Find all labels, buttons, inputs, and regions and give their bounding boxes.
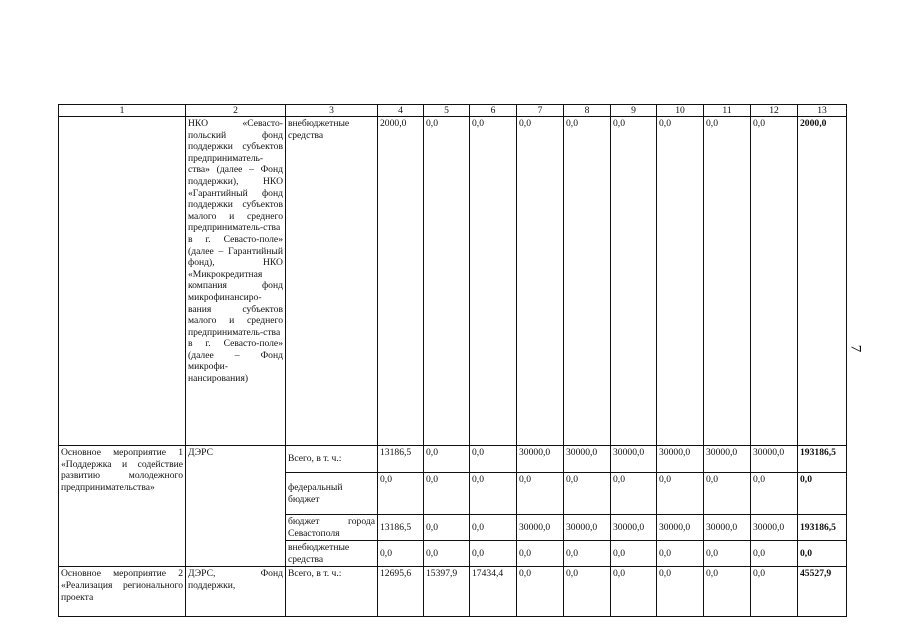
header-cell: 3 [286, 105, 378, 117]
source-cell: федеральный бюджет [286, 473, 378, 515]
value-cell: 13186,5 [378, 446, 424, 473]
measure-cell [59, 117, 186, 446]
value-cell: 13186,5 [378, 515, 424, 541]
header-cell: 10 [657, 105, 704, 117]
value-cell: 0,0 [470, 515, 517, 541]
value-cell: 30000,0 [611, 515, 657, 541]
value-cell: 0,0 [564, 567, 611, 617]
total-cell: 193186,5 [798, 446, 847, 473]
header-cell: 8 [564, 105, 611, 117]
value-cell: 0,0 [657, 117, 704, 446]
header-row [59, 105, 847, 117]
value-cell: 0,0 [751, 117, 798, 446]
source-cell: внебюджетные средства [286, 117, 378, 446]
value-cell: 30000,0 [564, 515, 611, 541]
value-cell: 0,0 [517, 473, 564, 515]
header-cell: 1 [59, 105, 186, 117]
value-cell: 0,0 [657, 541, 704, 567]
source-cell: бюджет города Севастополя [286, 515, 378, 541]
value-cell: 0,0 [424, 117, 470, 446]
header-cell: 11 [704, 105, 751, 117]
value-cell: 0,0 [517, 567, 564, 617]
value-cell: 30000,0 [657, 446, 704, 473]
value-cell: 30000,0 [751, 515, 798, 541]
measure-name-cell: Основное мероприятие 1 «Поддержка и содействие развитию молодежного предпринимательства» [59, 446, 186, 567]
value-cell: 0,0 [611, 117, 657, 446]
value-cell: 2000,0 [378, 117, 424, 446]
total-cell: 0,0 [798, 473, 847, 515]
header-cell: 9 [611, 105, 657, 117]
value-cell: 0,0 [470, 541, 517, 567]
value-cell: 0,0 [424, 541, 470, 567]
value-cell: 0,0 [564, 117, 611, 446]
value-cell: 0,0 [657, 567, 704, 617]
header-cell: 4 [378, 105, 424, 117]
value-cell: 0,0 [611, 473, 657, 515]
value-cell: 0,0 [751, 473, 798, 515]
table-row [59, 567, 847, 617]
value-cell: 30000,0 [564, 446, 611, 473]
table-row [59, 446, 847, 473]
value-cell: 0,0 [751, 541, 798, 567]
header-cell: 5 [424, 105, 470, 117]
header-cell: 2 [186, 105, 286, 117]
total-cell: 193186,5 [798, 515, 847, 541]
value-cell: 0,0 [470, 473, 517, 515]
source-cell: внебюджетные средства [286, 541, 378, 567]
value-cell: 0,0 [564, 541, 611, 567]
value-cell: 0,0 [611, 541, 657, 567]
value-cell: 30000,0 [611, 446, 657, 473]
value-cell: 0,0 [564, 473, 611, 515]
value-cell: 0,0 [657, 473, 704, 515]
value-cell: 12695,6 [378, 567, 424, 617]
value-cell: 30000,0 [657, 515, 704, 541]
value-cell: 0,0 [424, 446, 470, 473]
total-cell: 45527,9 [798, 567, 847, 617]
value-cell: 0,0 [704, 117, 751, 446]
value-cell: 0,0 [704, 567, 751, 617]
value-cell: 0,0 [470, 117, 517, 446]
value-cell: 0,0 [517, 117, 564, 446]
value-cell: 30000,0 [751, 446, 798, 473]
measure-name-cell: Основное мероприятие 2 «Реализация регионального проекта [59, 567, 186, 617]
value-cell: 0,0 [611, 567, 657, 617]
value-cell: 30000,0 [517, 446, 564, 473]
header-cell: 13 [798, 105, 847, 117]
value-cell: 0,0 [424, 473, 470, 515]
value-cell: 0,0 [704, 473, 751, 515]
executor-cell: НКО «Севасто-польский фонд поддержки субъектов предприниматель-ства» (далее – Фонд поддержки), НКО «Гарантийный фонд поддержки субъектов малого и среднего предприниматель-ства в г. Севасто-поле» (далее – Гарантийный фонд), НКО «Микрокредитная компания фонд микрофинансиро-вания субъектов малого и среднего предприниматель-ства в г. Севасто-поле» (далее – Фонд микрофи-нансирования) [186, 117, 286, 446]
value-cell: 30000,0 [704, 446, 751, 473]
value-cell: 17434,4 [470, 567, 517, 617]
value-cell: 0,0 [470, 446, 517, 473]
total-cell: 0,0 [798, 541, 847, 567]
page-number: 7 [847, 344, 864, 353]
header-cell: 12 [751, 105, 798, 117]
header-cell: 7 [517, 105, 564, 117]
executor-cell: ДЭРС [186, 446, 286, 567]
executor-cell: ДЭРС, Фонд поддержки, [186, 567, 286, 617]
value-cell: 0,0 [704, 541, 751, 567]
source-cell: Всего, в т. ч.: [286, 567, 378, 617]
value-cell: 15397,9 [424, 567, 470, 617]
source-cell: Всего, в т. ч.: [286, 446, 378, 473]
value-cell: 0,0 [517, 541, 564, 567]
budget-table [58, 104, 847, 617]
value-cell: 30000,0 [517, 515, 564, 541]
value-cell: 0,0 [378, 473, 424, 515]
total-cell: 2000,0 [798, 117, 847, 446]
value-cell: 0,0 [751, 567, 798, 617]
value-cell: 30000,0 [704, 515, 751, 541]
table-row [59, 117, 847, 446]
value-cell: 0,0 [424, 515, 470, 541]
header-cell: 6 [470, 105, 517, 117]
value-cell: 0,0 [378, 541, 424, 567]
